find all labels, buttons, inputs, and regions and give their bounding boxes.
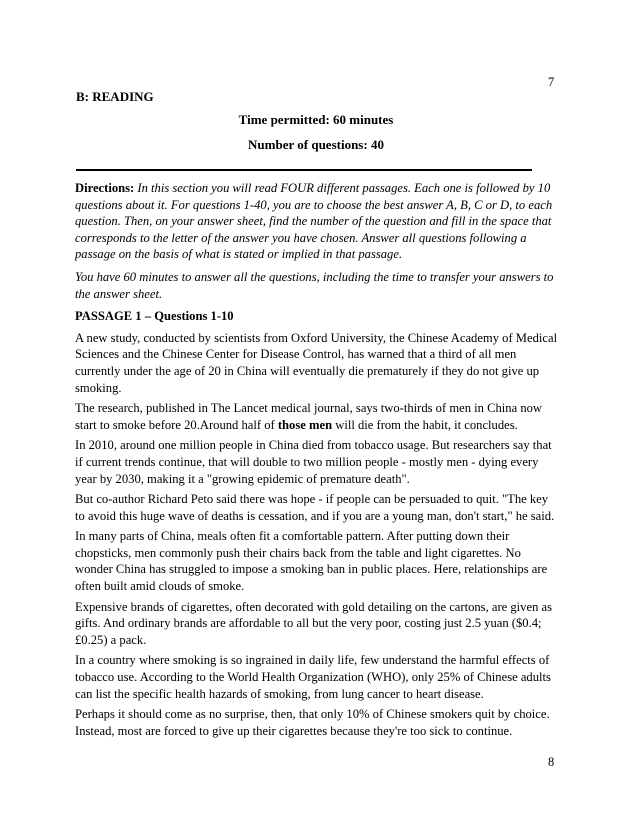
passage-paragraph-7: In a country where smoking is so ingrained in daily life, few understand the harmful effects of tobacco use. According to the World Health Organization (WHO), only 25% of Chinese adults can list the specific health hazards of smoking, from lung cancer to heart disease. (75, 653, 551, 701)
passage-title: PASSAGE 1 – Questions 1-10 (75, 309, 234, 324)
passage-paragraph-4: But co-author Richard Peto said there was hope - if people can be persuaded to quit. "The key to avoid this huge wave of deaths is cessation, and if you are a young man, don't start," he said. (75, 492, 555, 523)
page-number-top: 7 (548, 75, 555, 89)
paragraph-2-end: will die from the habit, it concludes. (332, 417, 518, 432)
page-number-bottom: 8 (548, 755, 555, 769)
passage-paragraph-1: A new study, conducted by scientists from Oxford University, the Chinese Academy of Medical Sciences and the Chinese Center for Disease Control, has warned that a third of all men currently under the age of 20 in China will eventually die prematurely if they do not give up smoking. (75, 330, 558, 395)
passage-paragraph-6: Expensive brands of cigarettes, often decorated with gold detailing on the cartons, are given as gifts. And ordinary brands are affordable to all but the very poor, costing just 2.5 yuan ($0.4; £0.25) a pack. (75, 599, 553, 647)
section-heading: B: READING (76, 89, 154, 104)
passage-paragraph-2 (75, 400, 559, 433)
number-of-questions: Number of questions: 40 (248, 137, 384, 152)
reading-content (75, 180, 559, 743)
passage-paragraph-3: In 2010, around one million people in China died from tobacco usage. But researchers say that if current trends continue, that will double to two million people - mostly men - dying every year by 2030, making it a "growing epidemic of premature death". (75, 438, 552, 486)
directions-paragraph (75, 180, 559, 263)
passage-paragraph-8: Perhaps it should come as no surprise, then, that only 10% of Chinese smokers quit by choice. Instead, most are forced to give up their cigarettes because they're too sick to continue. (75, 707, 550, 738)
time-note: You have 60 minutes to answer all the questions, including the time to transfer your answers to the answer sheet. (75, 269, 554, 301)
directions-label: Directions: (75, 181, 135, 195)
time-permitted: Time permitted: 60 minutes (238, 112, 394, 127)
paragraph-2-start: The research, published in The Lancet medical journal, says two-thirds of men in China now start to smoke before 20.Around half of (75, 401, 543, 432)
passage-paragraph-5: In many parts of China, meals often fit a comfortable pattern. After putting down their chopsticks, men commonly push their chairs back from the table and light cigarettes. No wonder China has struggled to impose a smoking ban in public places. Here, relationships are often built amid clouds of smoke. (75, 529, 548, 594)
highlighted-phrase: those men (277, 417, 333, 432)
directions-text: In this section you will read FOUR different passages. Each one is followed by 10 questions about it. For questions 1-40, you are to choose the best answer A, B, C or D, to each question. Then, on your answer sheet, find the number of the question and fill in the space that corresponds to the letter of the answer you have chosen. Answer all questions following a passage on the basis of what is stated or implied in that passage. (75, 181, 553, 262)
horizontal-rule (76, 169, 532, 171)
